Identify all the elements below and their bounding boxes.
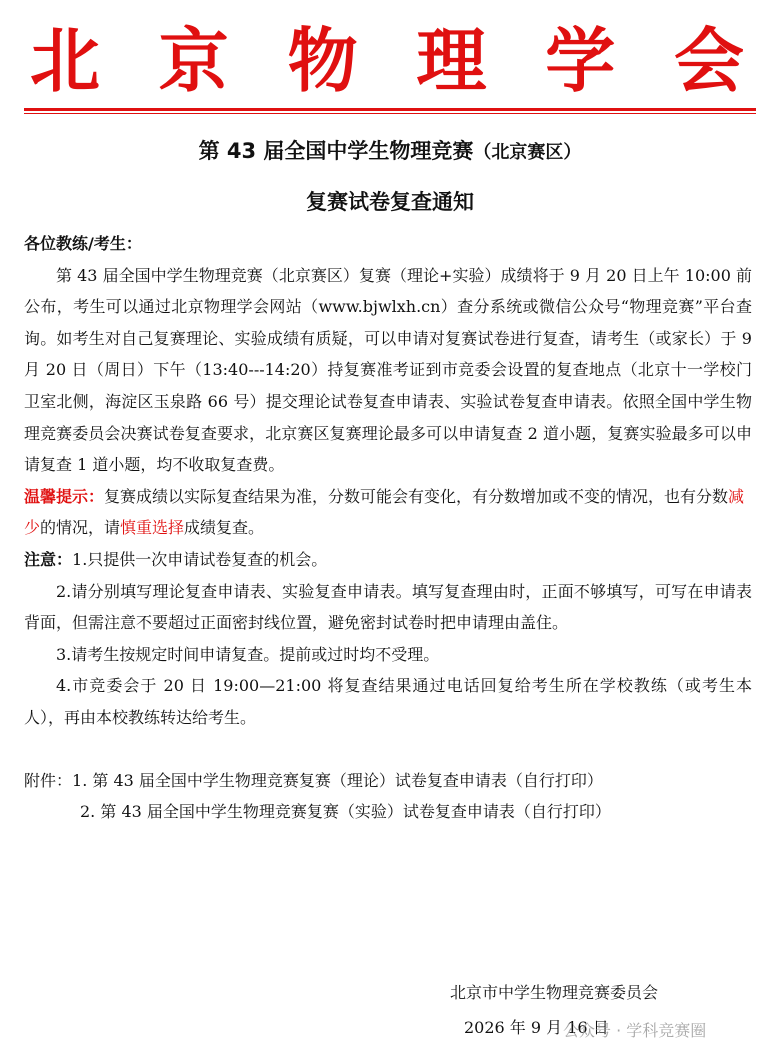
attachment-item-1-text: 1. 第 43 届全国中学生物理竞赛复赛（理论）试卷复查申请表（自行打印） [72, 770, 603, 790]
title-region: （北京赛区） [473, 142, 582, 163]
letterhead-title [0, 20, 780, 102]
note-item-1-text: 1.只提供一次申请试卷复查的机会。 [72, 549, 328, 569]
reminder-text-c: 成绩复查。 [184, 518, 265, 538]
reminder-label: 温馨提示： [24, 486, 105, 506]
paragraph-main: 第 43 届全国中学生物理竞赛（北京赛区）复赛（理论+实验）成绩将于 9 月 20 日上午 10:00 前公布，考生可以通过北京物理学会网站（www.bjwlxh.cn）查分系统或微信公众号“物理竞赛”平台查询。如考生对自己复赛理论、实验成绩有质疑，可以申请对复赛试卷进行复查，请考生（或家长）于 9 月 20 日（周日）下午（13:40---14:20）持复赛准考证到市竞委会设置的复查地点（北京十一学校门卫室北侧，海淀区玉泉路 66 号）提交理论试卷复查申请表、实验试卷复查申请表。依照全国中学生物理竞赛委员会决赛试卷复查要求，北京赛区复赛理论最多可以申请复查 2 道小题，复赛实验最多可以申请复查 1 道小题，均不收取复查费。 [24, 265, 752, 475]
reminder-highlight-decrease: 减少 [24, 486, 745, 538]
notice-body [24, 228, 752, 828]
attachment-item-2: 2. 第 43 届全国中学生物理竞赛复赛（实验）试卷复查申请表（自行打印） [80, 802, 611, 822]
watermark: 公众号 · 学科竞赛圈 [563, 1021, 707, 1040]
note-item-2: 2.请分别填写理论复查申请表、实验复查申请表。填写复查理由时，正面不够填写，可写在申请表背面，但需注意不要超过正面密封线位置，避免密封试卷时把申请理由盖住。 [24, 581, 752, 633]
salutation: 各位教练/考生： [24, 234, 142, 253]
notice-title-line1 [0, 135, 780, 165]
reminder-highlight-careful: 慎重选择 [120, 518, 185, 538]
note-item-1 [24, 544, 752, 576]
letterhead-rule-thick [24, 108, 756, 111]
letterhead-char: 北 [30, 19, 100, 102]
letterhead-char: 京 [158, 19, 229, 102]
note-item-4: 4.市竞委会于 20 日 19:00—21:00 将复查结果通过电话回复给考生所在学校教练（或考生本人），再由本校教练转达给考生。 [24, 676, 752, 727]
notice-date: 2026 年 9 月 16 日 [464, 1018, 609, 1037]
signature-organization: 北京市中学生物理竞赛委员会 [449, 983, 658, 1002]
title-main: 第 43 届全国中学生物理竞赛 [198, 139, 474, 163]
reminder-text-b: 的情况，请 [40, 518, 121, 538]
attachments-label: 附件： [24, 770, 73, 790]
letterhead-char: 学 [545, 19, 616, 102]
notes-label: 注意： [24, 549, 73, 569]
letterhead-char: 会 [673, 19, 744, 102]
note-item-3: 3.请考生按规定时间申请复查。提前或过时均不受理。 [56, 644, 440, 664]
reminder-paragraph [24, 481, 752, 544]
letterhead-rule-thin [24, 113, 756, 114]
attachment-item-1 [24, 765, 752, 797]
reminder-text-a: 复赛成绩以实际复查结果为准，分数可能会有变化，有分数增加或不变的情况，也有分数 [104, 486, 729, 506]
notice-title-line2: 复赛试卷复查通知 [306, 190, 474, 214]
letterhead-char: 物 [287, 19, 358, 102]
letterhead-char: 理 [416, 19, 487, 102]
